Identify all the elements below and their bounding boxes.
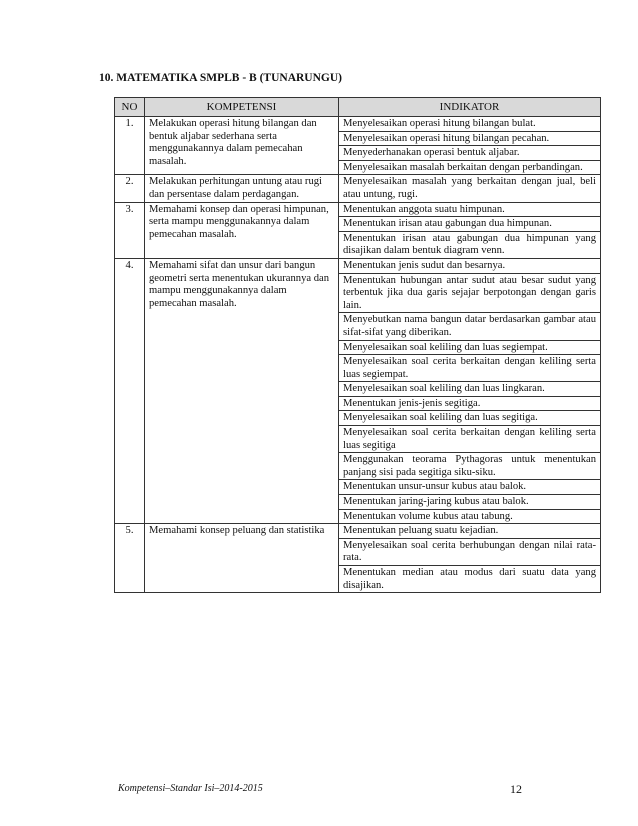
header-no: NO [115,98,145,117]
kompetensi-cell: Memahami konsep peluang dan statistika [145,524,339,593]
row-number: 2. [115,175,145,202]
indikator-cell: Menyelesaikan masalah yang berkaitan dengan jual, beli atau untung, rugi. [339,175,601,202]
indikator-cell: Menyelesaikan operasi hitung bilangan bulat. [339,117,601,132]
indikator-cell: Menyelesaikan soal keliling dan luas segitiga. [339,411,601,426]
indikator-cell: Menyelesaikan masalah berkaitan dengan perbandingan. [339,160,601,175]
table-row [115,117,601,132]
table-row [115,175,601,202]
page-number: 12 [510,782,522,796]
indikator-cell: Menentukan median atau modus dari suatu data yang disajikan. [339,566,601,593]
indikator-cell: Menentukan unsur-unsur kubus atau balok. [339,480,601,495]
indikator-cell: Menyelesaikan soal keliling dan luas lingkaran. [339,382,601,397]
indikator-cell: Menyelesaikan soal cerita berkaitan dengan keliling serta luas segitiga [339,426,601,453]
table-row [115,202,601,217]
competency-table [114,97,601,593]
row-number: 3. [115,202,145,258]
indikator-cell: Menentukan anggota suatu himpunan. [339,202,601,217]
section-heading: 10. MATEMATIKA SMPLB - B (TUNARUNGU) [99,72,342,84]
row-number: 1. [115,117,145,175]
kompetensi-cell: Memahami konsep dan operasi himpunan, serta mampu menggunakannya dalam pemecahan masalah. [145,202,339,258]
indikator-cell: Menentukan jenis sudut dan besarnya. [339,258,601,273]
indikator-cell: Menyederhanakan operasi bentuk aljabar. [339,146,601,161]
indikator-cell: Menentukan jaring-jaring kubus atau balok. [339,495,601,510]
indikator-cell: Menentukan irisan atau gabungan dua himpunan yang disajikan dalam bentuk diagram venn. [339,231,601,258]
indikator-cell: Menentukan jenis-jenis segitiga. [339,396,601,411]
indikator-cell: Menyelesaikan soal keliling dan luas segiempat. [339,340,601,355]
kompetensi-cell: Melakukan perhitungan untung atau rugi dan persentase dalam perdagangan. [145,175,339,202]
kompetensi-cell: Melakukan operasi hitung bilangan dan bentuk aljabar sederhana serta menggunakannya dalam pemecahan masalah. [145,117,339,175]
indikator-cell: Menyelesaikan soal cerita berkaitan dengan keliling serta luas segiempat. [339,355,601,382]
table-row [115,524,601,539]
indikator-cell: Menyelesaikan operasi hitung bilangan pecahan. [339,131,601,146]
indikator-cell: Menentukan peluang suatu kejadian. [339,524,601,539]
row-number: 5. [115,524,145,593]
header-indikator: INDIKATOR [339,98,601,117]
table-body [115,117,601,593]
indikator-cell: Menyebutkan nama bangun datar berdasarkan gambar atau sifat-sifat yang diberikan. [339,313,601,340]
indikator-cell: Menentukan volume kubus atau tabung. [339,509,601,524]
footer-doc-title: Kompetensi–Standar Isi–2014-2015 [118,783,263,794]
table-row [115,258,601,273]
indikator-cell: Menyelesaikan soal cerita berhubungan dengan nilai rata-rata. [339,538,601,565]
indikator-cell: Menentukan irisan atau gabungan dua himpunan. [339,217,601,232]
table-header-row [115,98,601,117]
row-number: 4. [115,258,145,523]
indikator-cell: Menggunakan teorama Pythagoras untuk menentukan panjang sisi pada segitiga siku-siku. [339,453,601,480]
header-kompetensi: KOMPETENSI [145,98,339,117]
indikator-cell: Menentukan hubungan antar sudut atau besar sudut yang terbentuk jika dua garis sejajar berpotongan dengan garis lain. [339,273,601,313]
kompetensi-cell: Memahami sifat dan unsur dari bangun geometri serta menentukan ukurannya dan mampu menggunakannya dalam pemecahan masalah. [145,258,339,523]
